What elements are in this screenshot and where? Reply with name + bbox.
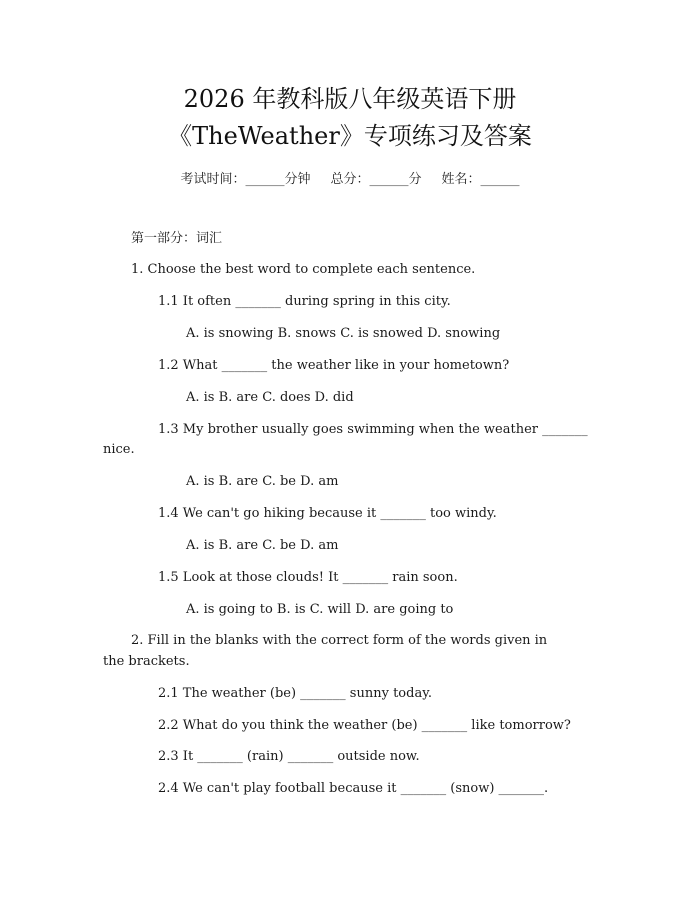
student-name-label: 姓名：______ [441,172,520,187]
question-2-3: 2.3 It _______ (rain) _______ outside now. [158,749,420,764]
question-2-prompt-continued: the brackets. [103,654,190,669]
question-1-3: 1.3 My brother usually goes swimming when the weather _______ [158,422,588,437]
question-2-4: 2.4 We can't play football because it _______ (snow) _______. [158,781,549,796]
question-1-prompt: 1. Choose the best word to complete each sentence. [131,262,476,277]
total-score-label: 总分：______分 [330,172,422,187]
question-1-4: 1.4 We can't go hiking because it _______ too windy. [158,506,497,521]
exam-info [0,168,700,187]
question-1-1: 1.1 It often _______ during spring in this city. [158,294,451,309]
question-1-2-options: A. is B. are C. does D. did [186,390,354,405]
question-1-4-options: A. is B. are C. be D. am [186,538,339,553]
question-1-5-options: A. is going to B. is C. will D. are going to [186,602,454,617]
question-2-prompt: 2. Fill in the blanks with the correct form of the words given in [131,633,548,648]
question-1-3-options: A. is B. are C. be D. am [186,474,339,489]
document-title-line1: 2026 年教科版八年级英语下册 [183,85,517,113]
document-title-line2: 《TheWeather》专项练习及答案 [168,122,532,150]
question-1-3-continued: nice. [103,442,135,457]
question-1-2: 1.2 What _______ the weather like in your hometown? [158,358,510,373]
question-2-2: 2.2 What do you think the weather (be) _______ like tomorrow? [158,718,571,733]
exam-time-label: 考试时间：______分钟 [180,172,311,187]
section-heading: 第一部分：词汇 [131,231,223,246]
question-2-1: 2.1 The weather (be) _______ sunny today. [158,686,432,701]
question-1-5: 1.5 Look at those clouds! It _______ rain soon. [158,570,458,585]
question-1-1-options: A. is snowing B. snows C. is snowed D. snowing [186,326,501,341]
